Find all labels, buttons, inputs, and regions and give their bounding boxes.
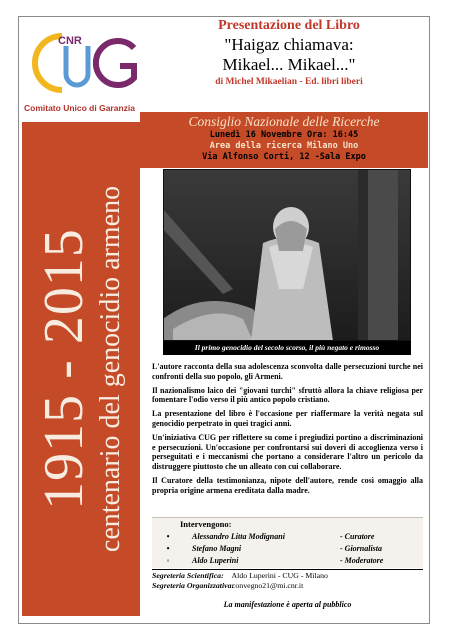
description-paragraph-3: La presentazione del libro è l'occasione per riaffermare la verità negata sul genocidio perpetrato in quei tragici anni. (152, 409, 423, 428)
anniversary-text (34, 186, 128, 552)
presentation-label: Presentazione del Libro (218, 18, 360, 33)
speakers-heading: Intervengono: (180, 519, 232, 529)
description-paragraph-1: L'autore racconta della sua adolescenza sconvolta dalle persecuzioni turche nei confronti della suo popolo, gli Armeni. (152, 362, 423, 381)
book-title-line2: Mikael... Mikael..." (222, 55, 356, 74)
logo-u-shape (66, 46, 88, 85)
historical-photo (163, 169, 411, 341)
secretariat-info (152, 569, 423, 591)
book-author: di Michel Mikaelian - Ed. libri liberi (215, 77, 363, 87)
speaker-row (152, 555, 423, 566)
photo-caption: Il primo genocidio del secolo scorso, il più negato e rimosso (163, 341, 411, 355)
event-venue: Area della ricerca Milano Uno (209, 141, 359, 151)
photo-illustration (163, 169, 411, 341)
book-title-line1: "Haigaz chiamava: (224, 35, 354, 54)
speaker-row (152, 531, 423, 542)
book-header (150, 18, 428, 87)
organizing-secretariat-email[interactable]: convegno21@mi.cnr.it (231, 581, 304, 590)
scientific-secretariat (152, 571, 423, 581)
description-text (152, 362, 423, 500)
logo-g-shape (96, 41, 134, 85)
speaker-name: Aldo Luperini (192, 556, 239, 565)
speaker-bullet: ◦ (166, 556, 170, 565)
anniversary-years: 1915 - 2015 (33, 228, 95, 510)
speaker-bullet: • (166, 532, 170, 541)
event-banner (140, 112, 428, 168)
speaker-role: - Moderatore (340, 556, 384, 565)
logo-caption: Comitato Unico di Garanzia (24, 103, 135, 113)
event-organization: Consiglio Nazionale delle Ricerche (188, 114, 380, 129)
speaker-role: - Giornalista (340, 544, 383, 553)
organizing-secretariat-label: Segreteria Organizzativa: (152, 581, 235, 590)
description-paragraph-5: Il Curatore della testimonianza, nipote dell'autore, rende così omaggio alla propria origine armena ereditata dalla madre. (152, 475, 423, 495)
cug-logo (22, 22, 144, 118)
speaker-name: Alessandro Litta Modignani (192, 532, 285, 541)
scientific-secretariat-label: Segreteria Scientifica: (152, 571, 224, 580)
organizing-secretariat (152, 581, 423, 591)
event-address: Via Alfonso Corti, 12 -Sala Expo (202, 152, 366, 162)
speaker-role: - Curatore (340, 532, 375, 541)
speaker-name: Stefano Magni (192, 544, 242, 553)
description-paragraph-2: Il nazionalismo laico dei "giovani turchi" sfruttò allora la chiave religiosa per fomentare l'odio verso il più antico popolo cristiano. (152, 385, 423, 405)
logo-cnr-text: CNR (58, 35, 82, 47)
anniversary-banner (22, 122, 140, 616)
speaker-bullet: • (166, 544, 170, 553)
description-paragraph-4: Un'iniziativa CUG per riflettere su come i pregiudizi portino a discriminazioni e persecuzioni. Un'occasione per confrontarsi sui doveri di accoglienza verso i perseguitati e i meccanismi che portano a considerare l'altro un pericolo da distruggere piuttosto che un alleato con cui collaborare. (152, 433, 423, 471)
public-access-note: La manifestazione è aperta al pubblico (223, 600, 352, 609)
anniversary-subtitle: centenario del genocidio armeno (95, 185, 126, 553)
cug-logo-mark (22, 22, 144, 104)
speakers-panel (152, 517, 423, 568)
scientific-secretariat-value: Aldo Luperini - CUG - Milano (231, 571, 328, 580)
event-date-time: Lunedì 16 Novembre Ora: 16:45 (209, 130, 359, 140)
speaker-row (152, 543, 423, 554)
